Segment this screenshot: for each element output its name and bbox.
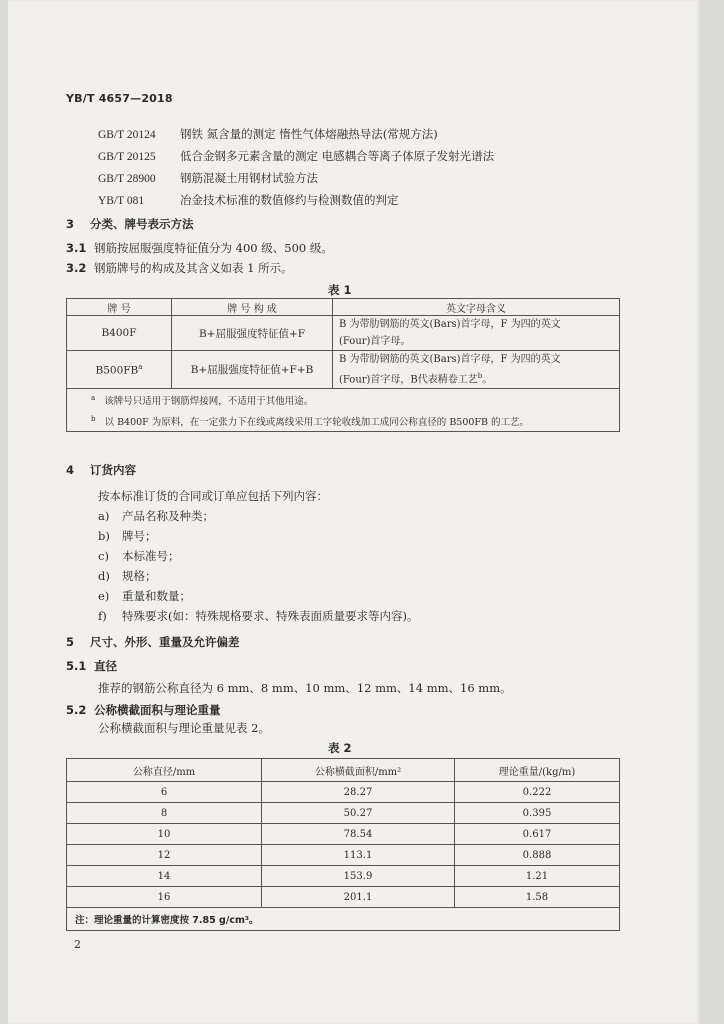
reference-code: GB/T 28900 <box>98 173 156 185</box>
grade-cell: B400F <box>67 316 172 351</box>
page-number: 2 <box>74 938 81 951</box>
section-3-heading: 3 分类、牌号表示方法 <box>66 217 194 231</box>
list-item: b) 牌号； <box>98 529 157 543</box>
header-cell: 牌 号 <box>67 299 172 316</box>
section-4-heading: 4 订货内容 <box>66 463 136 477</box>
table-row <box>67 351 620 389</box>
reference-item <box>98 192 399 208</box>
composition-cell: B+屈服强度特征值+F <box>172 316 333 351</box>
reference-title: 钢铁 氮含量的测定 惰性气体熔融热导法(常规方法) <box>180 127 438 141</box>
meaning-cell: B 为带肋钢筋的英文(Bars)首字母，F 为四的英文 (Four)首字母。 <box>333 316 620 351</box>
table-2 <box>66 758 620 931</box>
meaning-cell: B 为带肋钢筋的英文(Bars)首字母，F 为四的英文 (Four)首字母，B代表精卷工艺$^b$。 <box>333 351 620 389</box>
table-1-caption: 表 1 <box>328 283 352 297</box>
reference-code: YB/T 081 <box>98 195 145 207</box>
reference-item <box>98 170 318 186</box>
list-item: f) 特殊要求(如：特殊规格要求、特殊表面质量要求等内容)。 <box>98 609 419 623</box>
clause-5-1-text: 推荐的钢筋公称直径为 6 mm、8 mm、10 mm、12 mm、14 mm、16 mm。 <box>98 681 512 695</box>
clause-5-2-heading: 5.2 公称横截面积与理论重量 <box>66 703 221 717</box>
table-header-row <box>67 299 620 316</box>
table-1 <box>66 298 620 432</box>
table-2-caption: 表 2 <box>328 741 352 755</box>
header-cell: 公称横截面积/mm² <box>262 759 455 782</box>
list-item: e) 重量和数量； <box>98 589 191 603</box>
table-row: 8 50.27 0.395 <box>67 803 620 824</box>
clause-5-1-heading: 5.1 直径 <box>66 659 117 673</box>
table-row: 12 113.1 0.888 <box>67 845 620 866</box>
header-cell: 牌 号 构 成 <box>172 299 333 316</box>
table-row: 10 78.54 0.617 <box>67 824 620 845</box>
reference-title: 低合金钢多元素含量的测定 电感耦合等离子体原子发射光谱法 <box>180 149 495 163</box>
section-5-heading: 5 尺寸、外形、重量及允许偏差 <box>66 635 240 649</box>
table-note-row <box>67 410 620 432</box>
grade-cell: $B500FB^a$ <box>67 351 172 389</box>
reference-title: 冶金技术标准的数值修约与检测数值的判定 <box>180 193 399 207</box>
table-row: 14 153.9 1.21 <box>67 866 620 887</box>
reference-item <box>98 148 494 164</box>
clause-5-2-text: 公称横截面积与理论重量见表 2。 <box>98 721 270 735</box>
list-item: c) 本标准号； <box>98 549 180 563</box>
table-note: $^a$ 该牌号只适用于钢筋焊接网，不适用于其他用途。 <box>67 389 620 411</box>
table-note-row <box>67 389 620 411</box>
table-note: $^b$ 以 B400F 为原料，在一定张力下在线或离线采用工字轮收线加工成同公称直径的 B500FB 的工艺。 <box>67 410 620 432</box>
header-cell: 公称直径/mm <box>67 759 262 782</box>
section-4-intro: 按本标准订货的合同或订单应包括下列内容： <box>98 489 328 503</box>
header-cell: 英文字母含义 <box>333 299 620 316</box>
table-header-row <box>67 759 620 782</box>
reference-code: GB/T 20124 <box>98 129 156 141</box>
reference-title: 钢筋混凝土用钢材试验方法 <box>180 171 318 185</box>
table-row: 16 201.1 1.58 <box>67 887 620 908</box>
table-note-row <box>67 908 620 931</box>
document-page <box>8 0 700 1024</box>
standard-number: YB/T 4657—2018 <box>66 92 173 105</box>
composition-cell: B+屈服强度特征值+F+B <box>172 351 333 389</box>
clause-3-2: 3.2 钢筋牌号的构成及其含义如表 1 所示。 <box>66 261 293 275</box>
table-note: 注：理论重量的计算密度按 7.85 g/cm³。 <box>67 908 620 931</box>
reference-code: GB/T 20125 <box>98 151 156 163</box>
list-item: a) 产品名称及种类； <box>98 509 214 523</box>
reference-item <box>98 126 438 142</box>
table-row <box>67 316 620 351</box>
table-row: 6 28.27 0.222 <box>67 782 620 803</box>
clause-3-1: 3.1 钢筋按屈服强度特征值分为 400 级、500 级。 <box>66 241 333 255</box>
header-cell: 理论重量/(kg/m) <box>455 759 620 782</box>
list-item: d) 规格； <box>98 569 157 583</box>
